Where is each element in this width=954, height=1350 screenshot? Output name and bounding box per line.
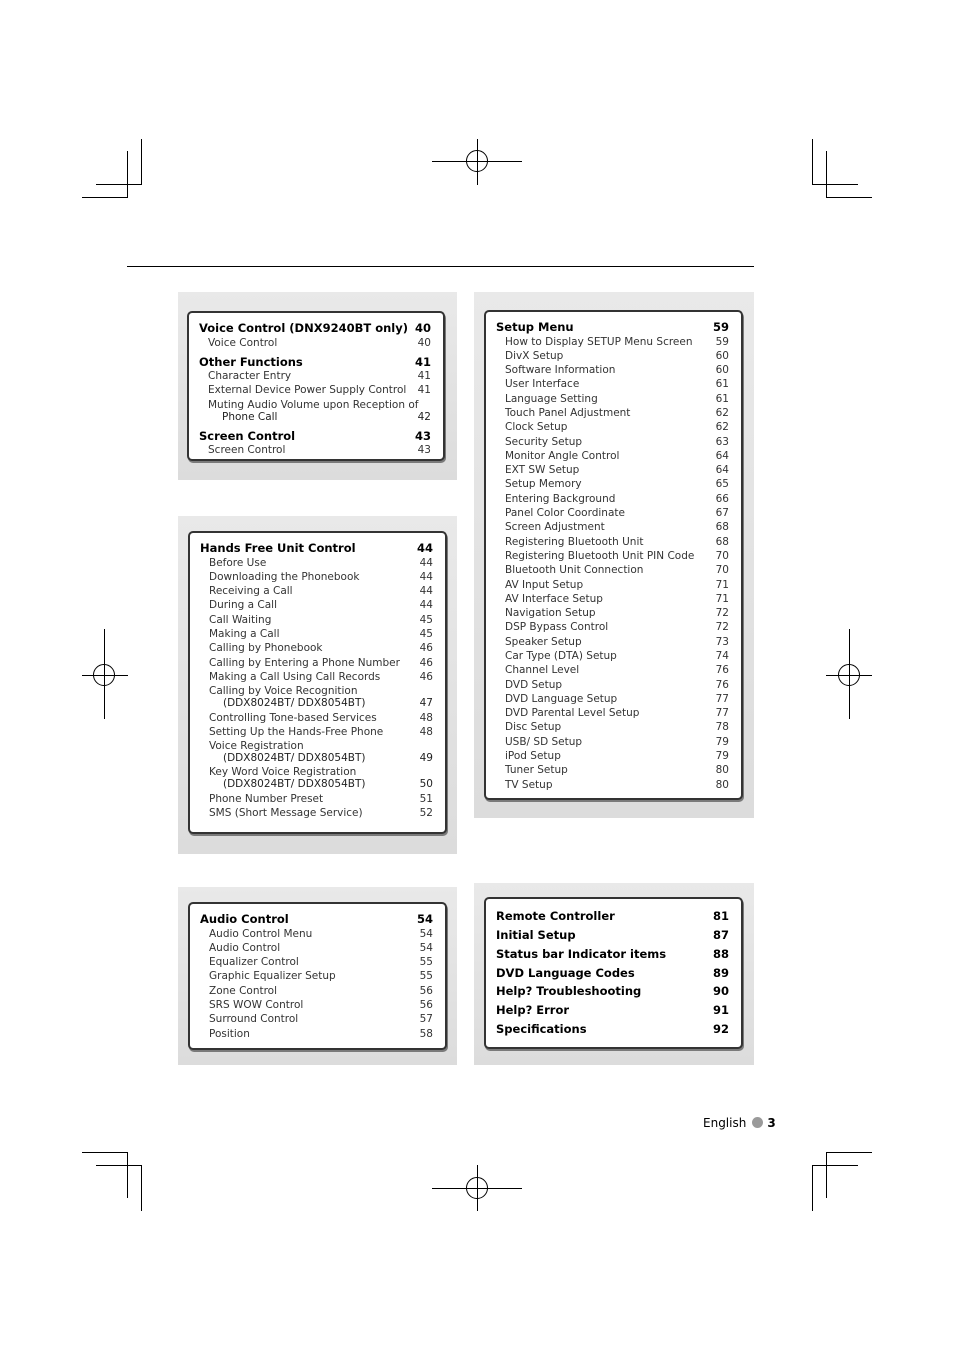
toc-entry-page: 45 bbox=[419, 614, 433, 626]
toc-entry-label: Entering Background bbox=[505, 493, 616, 505]
toc-entry-page: 45 bbox=[419, 628, 433, 640]
toc-entry-label: Graphic Equalizer Setup bbox=[209, 970, 336, 982]
toc-entry-label: Setting Up the Hands-Free Phone bbox=[209, 726, 384, 738]
toc-entry-page: 89 bbox=[712, 966, 729, 980]
toc-entry-label: Specifications bbox=[496, 1022, 587, 1036]
toc-entry-label: Zone Control bbox=[209, 985, 278, 997]
toc-entry-page: 62 bbox=[715, 407, 729, 419]
toc-entry-label: Position bbox=[209, 1028, 250, 1040]
toc-entry-label: Channel Level bbox=[505, 664, 580, 676]
toc-entry-label: Audio Control Menu bbox=[209, 928, 313, 940]
page-footer bbox=[703, 1116, 776, 1130]
toc-entry-label: Voice Control bbox=[208, 337, 278, 349]
toc-box-hands-free bbox=[188, 531, 447, 834]
toc-entry-label: DSP Bypass Control bbox=[505, 621, 609, 633]
toc-entry-label: Making a Call Using Call Records bbox=[209, 671, 381, 683]
toc-entry-label: User Interface bbox=[505, 378, 580, 390]
toc-entry-page: 76 bbox=[715, 664, 729, 676]
toc-entry-label: Muting Audio Volume upon Reception of bbox=[208, 399, 419, 411]
toc-entry-label: Call Waiting bbox=[209, 614, 272, 626]
toc-entry-page: 73 bbox=[715, 636, 729, 648]
toc-entry-label: Clock Setup bbox=[505, 421, 568, 433]
toc-entry-page: 43 bbox=[414, 429, 431, 443]
toc-entry-page: 92 bbox=[712, 1022, 729, 1036]
toc-entry-label: Surround Control bbox=[209, 1013, 299, 1025]
toc-entry-label: SMS (Short Message Service) bbox=[209, 807, 363, 819]
toc-entry-page: 59 bbox=[712, 320, 729, 334]
toc-entry-label: Remote Controller bbox=[496, 909, 615, 923]
toc-entry-label: Screen Adjustment bbox=[505, 521, 605, 533]
toc-entry-page: 72 bbox=[715, 607, 729, 619]
toc-entry-page: 67 bbox=[715, 507, 729, 519]
toc-entry-label: During a Call bbox=[209, 599, 278, 611]
toc-entry-label: iPod Setup bbox=[505, 750, 561, 762]
toc-entry-label: Calling by Voice Recognition bbox=[209, 685, 358, 697]
toc-entry-label: Phone Number Preset bbox=[209, 793, 324, 805]
toc-entry-label: Audio Control bbox=[200, 912, 289, 926]
toc-entry-page: 60 bbox=[715, 364, 729, 376]
toc-entry-page: 47 bbox=[419, 697, 433, 709]
toc-entry-label: Language Setting bbox=[505, 393, 598, 405]
toc-entry-label: DVD Language Codes bbox=[496, 966, 635, 980]
toc-entry-label: Help? Troubleshooting bbox=[496, 984, 642, 998]
toc-entry-page: 70 bbox=[715, 564, 729, 576]
toc-entry-page: 56 bbox=[419, 999, 433, 1011]
toc-entry-label: Setup Menu bbox=[496, 320, 574, 334]
toc-entry-label: Touch Panel Adjustment bbox=[505, 407, 631, 419]
toc-box-voice-control bbox=[187, 311, 445, 461]
toc-entry-page: 43 bbox=[417, 444, 431, 456]
toc-entry-label: Navigation Setup bbox=[505, 607, 596, 619]
toc-entry-page: 44 bbox=[419, 571, 433, 583]
toc-box-misc bbox=[484, 897, 743, 1049]
toc-entry-page: 46 bbox=[419, 642, 433, 654]
toc-entry-page: 41 bbox=[417, 370, 431, 382]
toc-entry-page: 71 bbox=[715, 579, 729, 591]
toc-entry-page: 44 bbox=[419, 585, 433, 597]
toc-entry-page: 60 bbox=[715, 350, 729, 362]
toc-entry-page: 71 bbox=[715, 593, 729, 605]
toc-entry-label: Status bar Indicator items bbox=[496, 947, 667, 961]
toc-entry-page: 52 bbox=[419, 807, 433, 819]
toc-entry-page: 54 bbox=[419, 928, 433, 940]
toc-entry-page: 40 bbox=[417, 337, 431, 349]
toc-entry-label: DivX Setup bbox=[505, 350, 564, 362]
toc-entry-page: 72 bbox=[715, 621, 729, 633]
toc-entry-page: 62 bbox=[715, 421, 729, 433]
toc-entry-page: 78 bbox=[715, 721, 729, 733]
toc-entry-label: Key Word Voice Registration bbox=[209, 766, 357, 778]
page-number: 3 bbox=[767, 1116, 776, 1130]
toc-entry-label: Disc Setup bbox=[505, 721, 562, 733]
toc-entry-page: 50 bbox=[419, 778, 433, 790]
toc-entry-page: 55 bbox=[419, 956, 433, 968]
toc-entry-page: 57 bbox=[419, 1013, 433, 1025]
toc-entry-label: Phone Call bbox=[222, 411, 278, 423]
toc-entry-page: 42 bbox=[417, 411, 431, 423]
toc-entry-page: 49 bbox=[419, 752, 433, 764]
toc-entry-label: Bluetooth Unit Connection bbox=[505, 564, 644, 576]
toc-entry-page: 70 bbox=[715, 550, 729, 562]
toc-box-audio-control bbox=[188, 902, 447, 1050]
toc-entry-label: Car Type (DTA) Setup bbox=[505, 650, 617, 662]
toc-entry-page: 68 bbox=[715, 521, 729, 533]
toc-entry-page: 65 bbox=[715, 478, 729, 490]
toc-entry-page: 90 bbox=[712, 984, 729, 998]
toc-entry-page: 63 bbox=[715, 436, 729, 448]
toc-entry-label: Other Functions bbox=[199, 355, 303, 369]
toc-entry-label: Speaker Setup bbox=[505, 636, 582, 648]
toc-entry-label: Controlling Tone-based Services bbox=[209, 712, 377, 724]
toc-entry-label: Screen Control bbox=[208, 444, 286, 456]
toc-entry-label: DVD Parental Level Setup bbox=[505, 707, 640, 719]
toc-entry-page: 61 bbox=[715, 378, 729, 390]
toc-entry-label: Character Entry bbox=[208, 370, 292, 382]
language-label: English bbox=[703, 1116, 747, 1130]
toc-entry-page: 61 bbox=[715, 393, 729, 405]
toc-entry-page: 55 bbox=[419, 970, 433, 982]
toc-entry-label: Audio Control bbox=[209, 942, 281, 954]
toc-entry-label: Setup Memory bbox=[505, 478, 582, 490]
toc-entry-page: 79 bbox=[715, 750, 729, 762]
toc-entry-label: Help? Error bbox=[496, 1003, 570, 1017]
toc-entry-page: 91 bbox=[712, 1003, 729, 1017]
toc-entry-page: 80 bbox=[715, 779, 729, 791]
toc-entry-label: Voice Control (DNX9240BT only) bbox=[199, 321, 408, 335]
toc-entry-page: 48 bbox=[419, 712, 433, 724]
toc-entry-page: 44 bbox=[416, 541, 433, 555]
toc-entry-label: Calling by Phonebook bbox=[209, 642, 323, 654]
toc-entry-label: Registering Bluetooth Unit bbox=[505, 536, 644, 548]
toc-entry-page: 76 bbox=[715, 679, 729, 691]
toc-entry-label: Panel Color Coordinate bbox=[505, 507, 625, 519]
bullet-icon bbox=[752, 1117, 763, 1128]
toc-entry-label: EXT SW Setup bbox=[505, 464, 580, 476]
toc-entry-page: 58 bbox=[419, 1028, 433, 1040]
toc-entry-page: 64 bbox=[715, 464, 729, 476]
toc-entry-label: How to Display SETUP Menu Screen bbox=[505, 336, 693, 348]
toc-box-setup-menu bbox=[484, 310, 743, 800]
toc-entry-label: AV Interface Setup bbox=[505, 593, 603, 605]
toc-entry-label: Security Setup bbox=[505, 436, 583, 448]
toc-entry-label: External Device Power Supply Control bbox=[208, 384, 407, 396]
toc-entry-page: 54 bbox=[416, 912, 433, 926]
toc-entry-page: 41 bbox=[414, 355, 431, 369]
toc-entry-label: Registering Bluetooth Unit PIN Code bbox=[505, 550, 695, 562]
toc-entry-label: Calling by Entering a Phone Number bbox=[209, 657, 400, 669]
toc-entry-page: 88 bbox=[712, 947, 729, 961]
toc-entry-page: 40 bbox=[414, 321, 431, 335]
toc-entry-page: 59 bbox=[715, 336, 729, 348]
toc-entry-page: 68 bbox=[715, 536, 729, 548]
toc-entry-page: 79 bbox=[715, 736, 729, 748]
toc-entry-page: 81 bbox=[712, 909, 729, 923]
toc-entry-page: 74 bbox=[715, 650, 729, 662]
toc-entry-page: 46 bbox=[419, 671, 433, 683]
header-rule bbox=[127, 266, 754, 267]
toc-entry-page: 44 bbox=[419, 599, 433, 611]
toc-entry-label: (DDX8024BT/ DDX8054BT) bbox=[223, 778, 366, 790]
toc-entry-label: Equalizer Control bbox=[209, 956, 299, 968]
toc-entry-page: 77 bbox=[715, 707, 729, 719]
toc-entry-label: Making a Call bbox=[209, 628, 280, 640]
toc-entry-page: 48 bbox=[419, 726, 433, 738]
toc-entry-label: TV Setup bbox=[505, 779, 553, 791]
toc-entry-label: Software Information bbox=[505, 364, 616, 376]
toc-entry-label: DVD Language Setup bbox=[505, 693, 618, 705]
toc-entry-label: Hands Free Unit Control bbox=[200, 541, 356, 555]
toc-entry-page: 66 bbox=[715, 493, 729, 505]
toc-entry-page: 64 bbox=[715, 450, 729, 462]
toc-entry-label: Before Use bbox=[209, 557, 267, 569]
toc-entry-label: (DDX8024BT/ DDX8054BT) bbox=[223, 697, 366, 709]
toc-entry-page: 44 bbox=[419, 557, 433, 569]
toc-entry-page: 46 bbox=[419, 657, 433, 669]
toc-entry-page: 54 bbox=[419, 942, 433, 954]
toc-entry-label: Downloading the Phonebook bbox=[209, 571, 360, 583]
toc-entry-label: AV Input Setup bbox=[505, 579, 584, 591]
toc-entry-label: Receiving a Call bbox=[209, 585, 293, 597]
toc-entry-label: Initial Setup bbox=[496, 928, 576, 942]
toc-entry-page: 56 bbox=[419, 985, 433, 997]
toc-entry-label: Screen Control bbox=[199, 429, 296, 443]
toc-entry-label: Voice Registration bbox=[209, 740, 304, 752]
toc-entry-label: (DDX8024BT/ DDX8054BT) bbox=[223, 752, 366, 764]
toc-entry-page: 77 bbox=[715, 693, 729, 705]
toc-entry-label: Tuner Setup bbox=[505, 764, 568, 776]
toc-entry-page: 80 bbox=[715, 764, 729, 776]
toc-entry-page: 41 bbox=[417, 384, 431, 396]
toc-entry-label: USB/ SD Setup bbox=[505, 736, 583, 748]
toc-entry-label: SRS WOW Control bbox=[209, 999, 304, 1011]
toc-entry-label: DVD Setup bbox=[505, 679, 563, 691]
toc-entry-page: 87 bbox=[712, 928, 729, 942]
toc-entry-page: 51 bbox=[419, 793, 433, 805]
toc-entry-label: Monitor Angle Control bbox=[505, 450, 620, 462]
